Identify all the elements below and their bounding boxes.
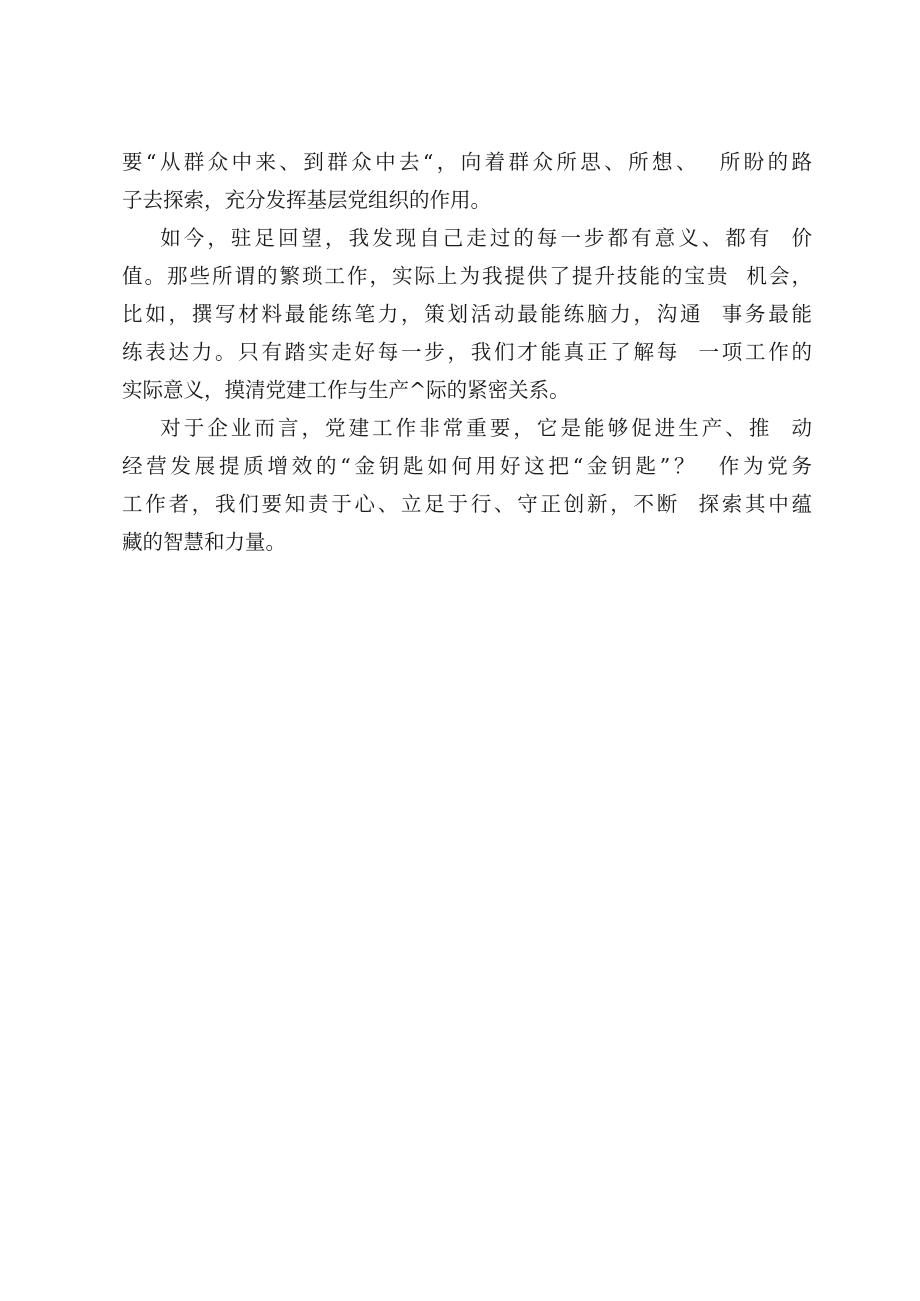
text-line: 比如，撰写材料最能练笔力，策划活动最能练脑力，沟通 事务最能 [122, 302, 812, 326]
text-line: 经营发展提质增效的“金钥匙如何用好这把“金钥匙”？ 作为党务 [122, 454, 812, 478]
text-line: 值。那些所谓的繁琐工作，实际上为我提供了提升技能的宝贵 机会， [122, 264, 812, 288]
text-line: 实际意义，摸清党建工作与生产^际的紧密关系。 [122, 378, 570, 402]
body-text [122, 143, 812, 561]
paragraph-3 [122, 409, 812, 561]
paragraph-1 [122, 143, 812, 219]
text-line: 对于企业而言，党建工作非常重要，它是能够促进生产、推 动 [122, 416, 812, 440]
text-line: 要“从群众中来、到群众中去“，向着群众所思、所想、 所盼的路 [122, 150, 812, 174]
text-line: 子去探索，充分发挥基层党组织的作用。 [122, 188, 491, 212]
text-line: 练表达力。只有踏实走好每一步，我们才能真正了解每 一项工作的 [122, 340, 812, 364]
text-line: 如今，驻足回望，我发现自己走过的每一步都有意义、都有 价 [122, 226, 812, 250]
text-line: 工作者，我们要知责于心、立足于行、守正创新，不断 探索其中蕴 [122, 492, 812, 516]
text-line: 藏的智慧和力量。 [122, 530, 286, 554]
paragraph-2 [122, 219, 812, 409]
